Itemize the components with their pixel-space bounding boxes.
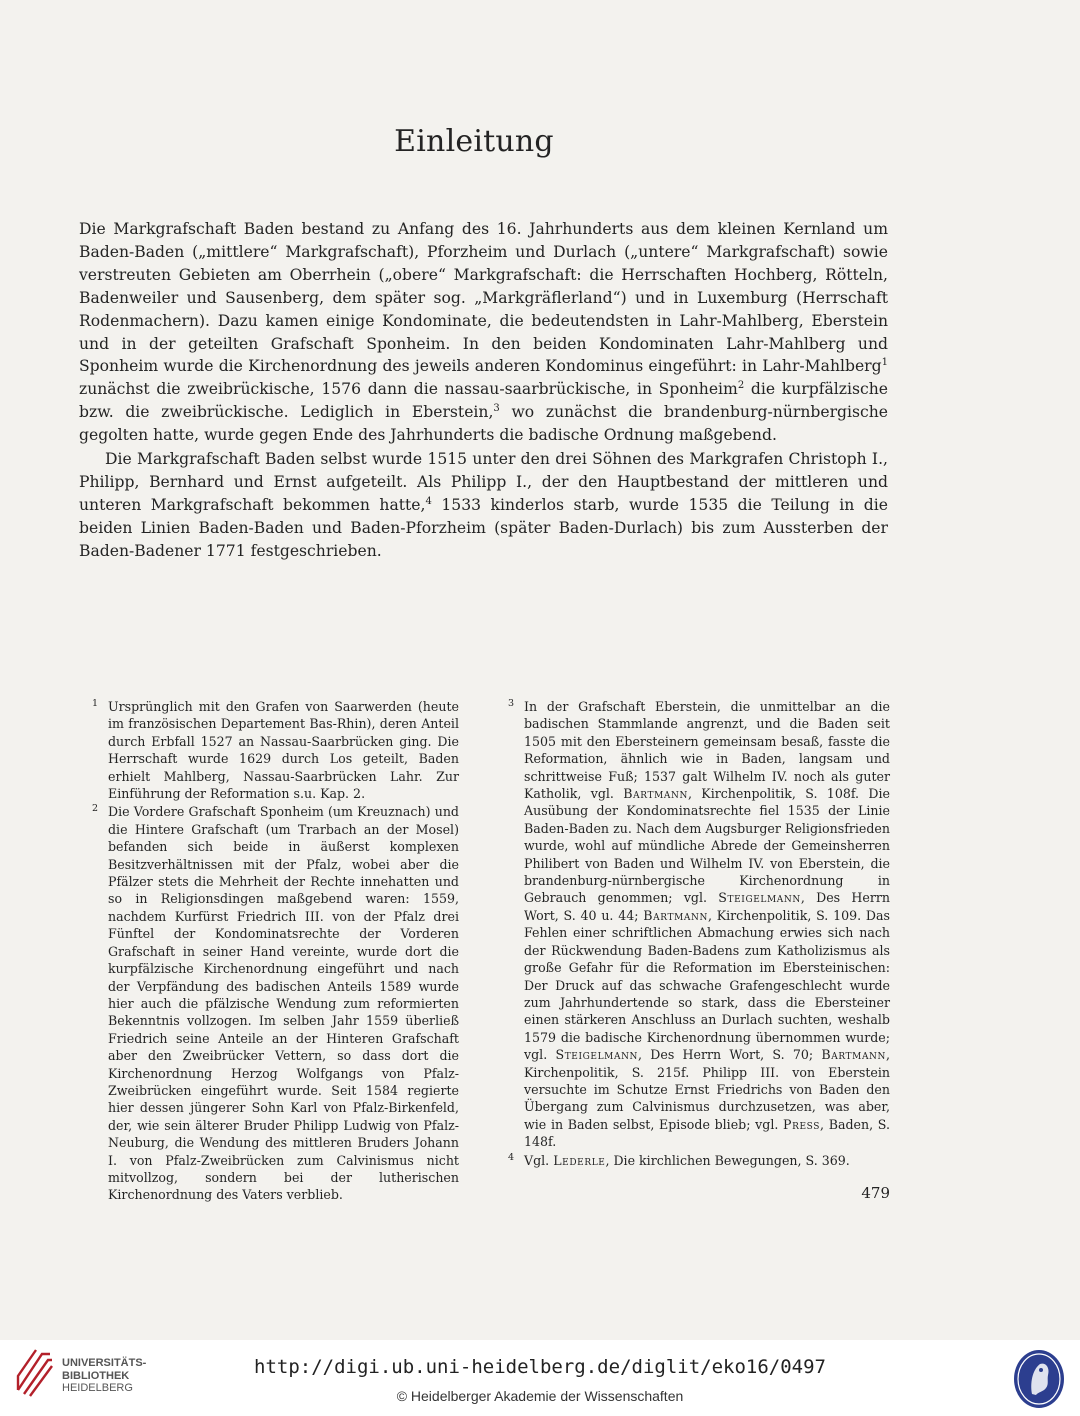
viewer-footer [0,1340,1080,1416]
copyright-notice: © Heidelberger Akademie der Wissenschaften [396,1388,684,1404]
author-name: Bartmann [821,1047,886,1063]
author-name: Steigelmann [718,890,801,906]
footnote-1 [92,698,459,802]
page-title: Einleitung [394,124,554,160]
author-name: Lederle [553,1152,606,1168]
page-number: 479 [861,1184,890,1202]
footnote-2 [92,803,459,1203]
paragraph-2: Die Markgrafschaft Baden selbst wurde 1515 unter den drei Söhnen des Markgrafen Christoph I., Philipp, Bernhard und Ernst aufgeteilt. Als Philipp I., der den Hauptbestand der mittleren und unteren Markgrafschaft bekommen hatte,$^4$ 1533 kinderlos starb, wurde 1535 die Teilung in die beiden Linien Baden-Baden und Baden-Pforzheim (später Baden-Durlach) bis zum Aussterben der Baden-Badener 1771 festgeschrieben. [79,450,889,560]
author-name: Steigelmann [555,1047,639,1063]
footnote-3: 3 In der Grafschaft Eberstein, die unmittelbar an die badischen Stammlande angrenzt, und die Baden seit 1505 mit den Ebersteinern gemeinsam besaß, fasste die Reformation, ähnlich wie in Baden, langsam und schrittweise Fuß; 1537 galt Wilhelm IV. noch als guter Katholik, vgl. Bartmann, Kirchenpolitik, S. 108f. Die Ausübung der Kondominatsrechte fiel 1535 der Linie Baden-Baden zu. Nach dem Augsburger Religionsfrieden wurde, wohl auf mündliche Abrede der Gemeinsherren Philibert von Baden und Wilhelm IV. von Eberstein, die brandenburg-nürnbergische Kirchenordnung in Gebrauch genommen; vgl. Steigelmann, Des Herrn Wort, S. 40 u. 44; Bartmann, Kirchenpolitik, S. 109. Das Fehlen einer schriftlichen Abmachung erwies sich nach der Rückwendung Baden-Badens zum Katholizismus als große Gefahr für die Reformation im Ebersteinischen: Der Druck auf das schwache Grafengeschlecht wurde zum Jahrhundertende so stark, dass die Ebersteiner einen stärkeren Anschluss an Durlach suchten, weshalb 1579 die badische Kirchenordnung übernommen wurde; vgl. Steigelmann, Des Herrn Wort, S. 70; Bartmann, Kirchenpolitik, S. 215f. Philipp III. von Eberstein versuchte im Schutze Ernst Friedrichs von Baden den Übergang zum Calvinismus durchzusetzen, was aber, wie in Baden selbst, Episode blieb; vgl. Press, Baden, S. 148f. [508,698,890,1151]
paragraph-1: Die Markgrafschaft Baden bestand zu Anfang des 16. Jahrhunderts aus dem kleinen Kernland um Baden-Baden („mittlere“ Markgrafschaft), Pforzheim und Durlach („untere“ Markgrafschaft) sowie verstreuten Gebieten am Oberrhein („obere“ Markgrafschaft: die Herrschaften Hochberg, Rötteln, Badenweiler und Sausenberg, dem später sog. „Markgräflerland“) und in Luxemburg (Herrschaft Rodenmachern). Dazu kamen einige Kondominate, die bedeutendsten in Lahr-Mahlberg, Eberstein und in der geteilten Grafschaft Sponheim. In den beiden Kondominaten Lahr-Mahlberg und Sponheim wurde die Kirchenordnung des jeweils anderen Kondominus eingeführt: in Lahr-Mahlberg$^1$ zunächst die zweibrückische, 1576 dann die nassau-saarbrückische, in Sponheim$^2$ die kurpfälzische bzw. die zweibrückische. Lediglich in Eberstein,$^3$ wo zunächst die brandenburg-nürnbergische gegolten hatte, wurde gegen Ende des Jahrhunderts die badische Ordnung maßgebend. [79,220,889,445]
footnotes-left-column [92,698,459,1205]
author-name: Press [783,1116,821,1132]
footnote-ref-1[interactable]: 1 [881,357,888,369]
footnote-4: 4 Vgl. Lederle, Die kirchlichen Bewegungen, S. 369. [508,1152,890,1169]
academy-seal-icon[interactable] [1012,1348,1066,1410]
library-name[interactable]: UNIVERSITÄTS- BIBLIOTHEK HEIDELBERG [62,1357,147,1394]
main-text [79,218,888,563]
author-name: Bartmann [643,907,708,923]
footnote-ref-3[interactable]: 3 [493,403,500,415]
document-url-link[interactable]: http://digi.ub.uni-heidelberg.de/diglit/eko16/0497 [254,1356,826,1378]
footnote-text: Die Vordere Grafschaft Sponheim (um Kreuznach) und die Hintere Grafschaft (um Trarbach an der Mosel) befanden sich beide in äußerst komplexen Besitzverhältnissen mit der Pfalz, wobei aber die Pfälzer stets die Mehrheit der Rechte innehatten und so in Religionsdingen maßgebend waren: 1559, nachdem Kurfürst Friedrich III. von der Pfalz drei Fünftel der Kondominatsrechte der Vorderen Grafschaft in seiner Hand vereinte, wurde dort die kurpfälzische Kirchenordnung eingeführt und nach der Verpfändung des badischen Anteils 1589 wurde hier auch die pfälzische Wendung zum reformierten Bekenntnis vollzogen. Im selben Jahr 1559 überließ Friedrich seine Anteile an der Hinteren Grafschaft aber den Zweibrücker Vettern, so dass dort die Kirchenordnung Herzog Wolfgangs von Pfalz-Zweibrücken eingeführt wurde. Seit 1584 regierte hier dessen jüngerer Sohn Karl von Pfalz-Birkenfeld, der, wie sein älterer Bruder Philipp Ludwig von Pfalz-Neuburg, die Wendung des mittleren Bruders Johann I. von Pfalz-Zweibrücken zum Calvinismus nicht mitvollzog, sondern bei der lutherischen Kirchenordnung des Vaters verblieb. [108,804,459,1203]
footnote-number: 1 [92,698,99,709]
footnote-number: 3 [508,698,515,709]
footnote-ref-4[interactable]: 4 [425,495,432,507]
footnote-ref-2[interactable]: 2 [737,380,745,392]
footnotes-right-column [508,698,890,1170]
author-name: Bartmann [623,786,688,802]
footnote-number: 2 [92,803,99,815]
footnote-number: 4 [508,1151,515,1163]
footnote-text: Ursprünglich mit den Grafen von Saarwerden (heute im französischen Departement Bas-Rhin), deren Anteil durch Erbfall 1527 an Nassau-Saarbrücken ging. Die Herrschaft wurde 1629 durch Los geteilt, Baden erhielt Mahlberg, Nassau-Saarbrücken Lahr. Zur Einführung der Reformation s.u. Kap. 2. [108,699,459,802]
